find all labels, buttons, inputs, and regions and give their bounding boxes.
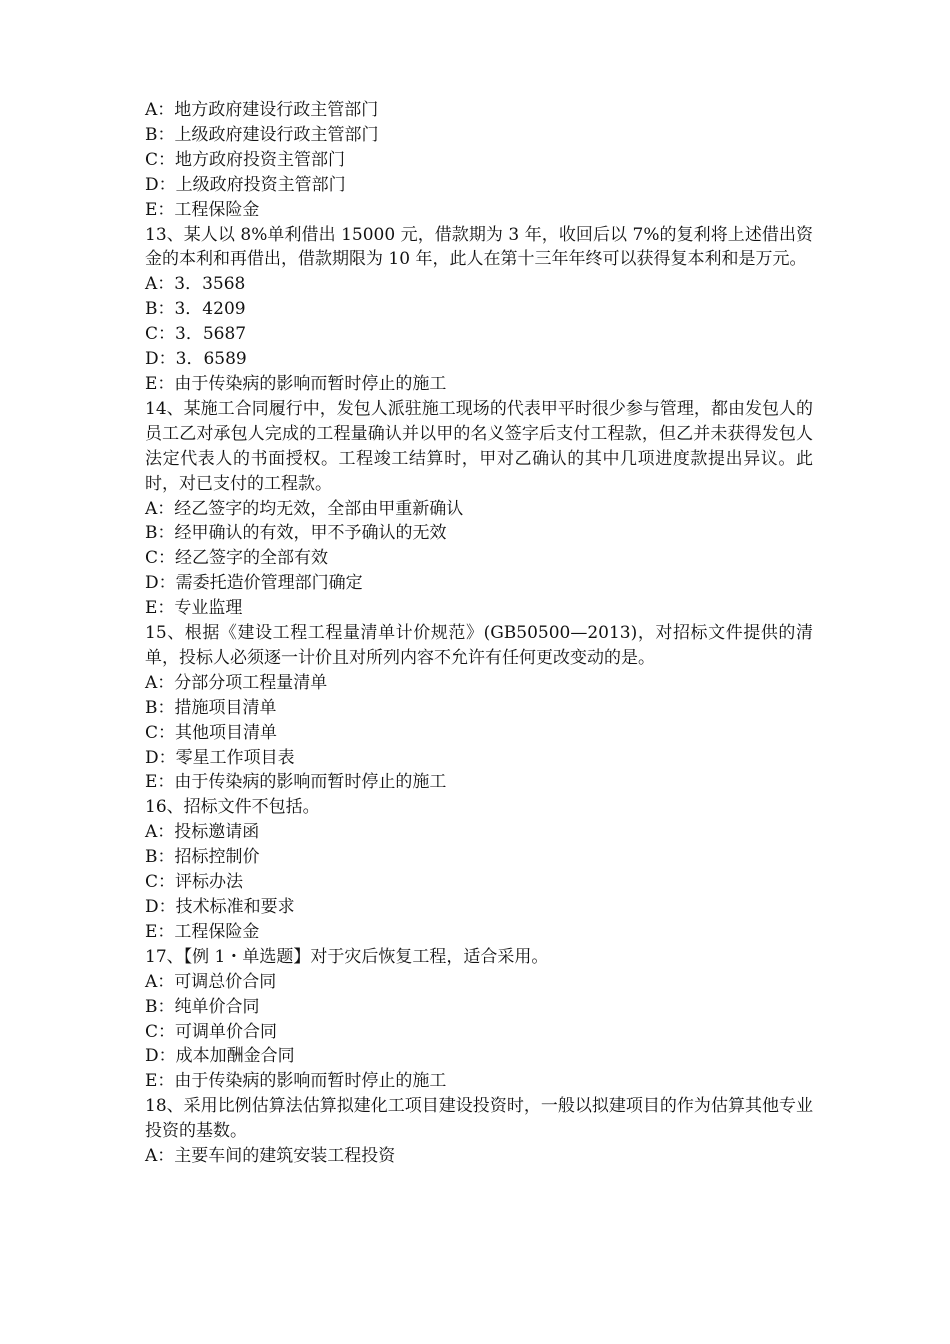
question-17: 17、【例 1・单选题】对于灾后恢复工程，适合采用。 (145, 946, 549, 967)
option-c: C：评标办法 (145, 872, 244, 893)
question-16: 16、招标文件不包括。 (145, 797, 320, 818)
option-a: A：3．3568 (145, 274, 246, 295)
option-a: A：投标邀请函 (145, 822, 260, 843)
option-c: C：地方政府投资主管部门 (145, 149, 346, 170)
option-c: C：3．5687 (145, 324, 247, 345)
option-b: B：上级政府建设行政主管部门 (145, 124, 379, 145)
option-b: B：招标控制价 (145, 847, 260, 868)
option-a: A：地方政府建设行政主管部门 (145, 100, 379, 120)
question-13: 13、某人以 8%单利借出 15000 元，借款期为 3 年，收回后以 7%的复利将上述借出资金的本利和再借出，借款期限为 10 年，此人在第十三年年终可以获得复本利和是万元。 (145, 224, 813, 270)
option-e: E：工程保险金 (145, 199, 260, 220)
option-c: C：可调单价合同 (145, 1021, 278, 1042)
question-18: 18、采用比例估算法估算拟建化工项目建设投资时，一般以拟建项目的作为估算其他专业投资的基数。 (145, 1096, 813, 1142)
option-d: D：3．6589 (145, 349, 247, 370)
option-e: E：工程保险金 (145, 921, 260, 942)
option-e: E：专业监理 (145, 598, 243, 619)
option-e: E：由于传染病的影响而暂时停止的施工 (145, 373, 447, 394)
question-15: 15、根据《建设工程工程量清单计价规范》(GB50500—2013)，对招标文件提供的清单，投标人必须逐一计价且对所列内容不允许有任何更改变动的是。 (145, 623, 813, 668)
option-d: D：上级政府投资主管部门 (145, 174, 346, 195)
option-e: E：由于传染病的影响而暂时停止的施工 (145, 772, 447, 793)
option-c: C：其他项目清单 (145, 722, 278, 743)
option-b: B：经甲确认的有效，甲不予确认的无效 (145, 523, 447, 544)
option-d: D：零星工作项目表 (145, 747, 295, 768)
option-b: B：措施项目清单 (145, 697, 277, 718)
option-a: A：可调总价合同 (145, 971, 277, 992)
option-a: A：主要车间的建筑安装工程投资 (145, 1146, 396, 1167)
option-d: D：技术标准和要求 (145, 897, 295, 917)
option-d: D：需委托造价管理部门确定 (145, 573, 363, 594)
document-page (145, 98, 813, 1169)
option-c: C：经乙签字的全部有效 (145, 548, 329, 569)
option-a: A：分部分项工程量清单 (145, 672, 328, 693)
question-14: 14、某施工合同履行中，发包人派驻施工现场的代表甲平时很少参与管理，都由发包人的员工乙对承包人完成的工程量确认并以甲的名义签字后支付工程款，但乙并未获得发包人法定代表人的书面授权。工程竣工结算时，甲对乙确认的其中几项进度款提出异议。此时，对已支付的工程款。 (145, 398, 813, 494)
option-b: B：纯单价合同 (145, 996, 260, 1017)
option-d: D：成本加酬金合同 (145, 1046, 295, 1067)
option-e: E：由于传染病的影响而暂时停止的施工 (145, 1071, 447, 1092)
option-b: B：3．4209 (145, 299, 246, 320)
option-a: A：经乙签字的均无效，全部由甲重新确认 (145, 498, 464, 519)
